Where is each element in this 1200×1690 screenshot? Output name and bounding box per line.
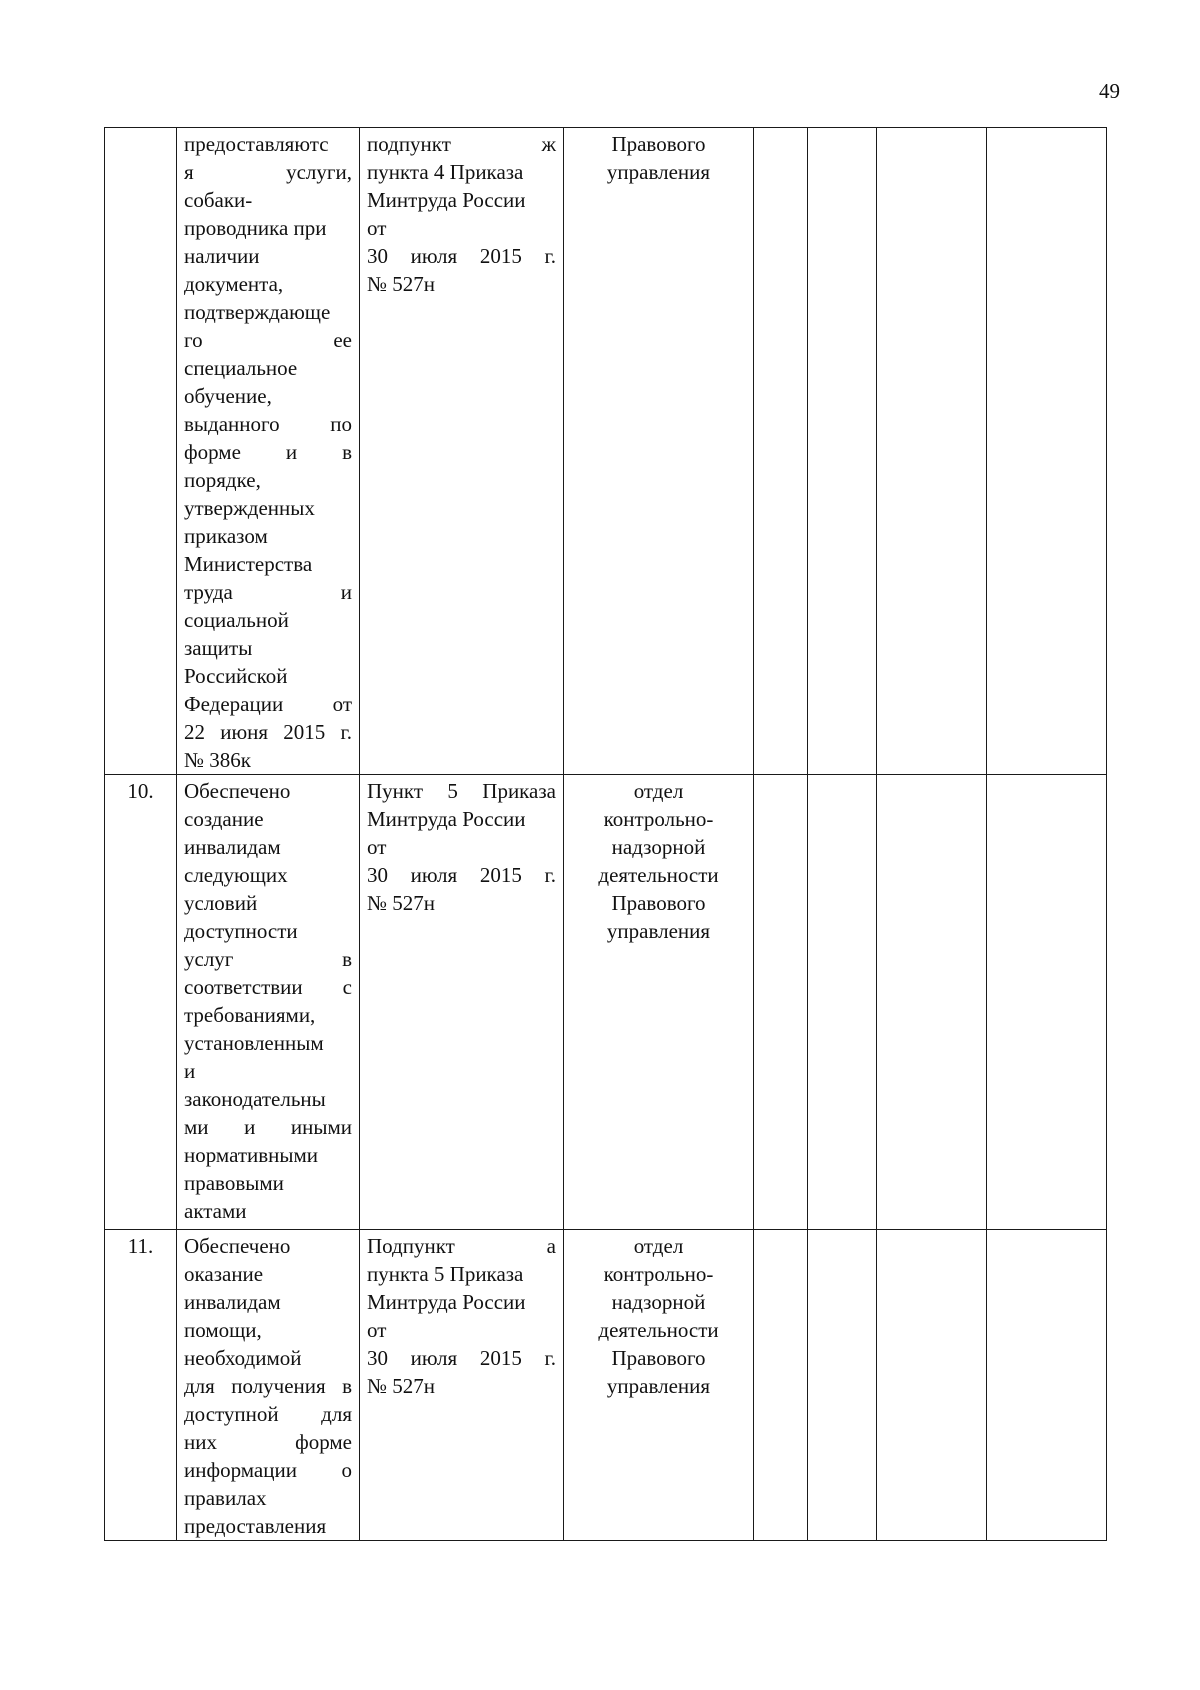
cell-text-line: требованиями, xyxy=(184,1003,316,1027)
cell-text-line: го ее xyxy=(184,328,352,352)
empty-cell xyxy=(754,128,808,775)
cell-text-line: наличии xyxy=(184,244,260,268)
cell-text-line: Пункт 5 Приказа xyxy=(367,779,556,803)
cell-text-line: № 527н xyxy=(367,1374,436,1398)
cell-text-line: пункта 5 Приказа xyxy=(367,1262,524,1286)
empty-cell xyxy=(754,1230,808,1541)
cell-text-line: Минтруда России xyxy=(367,807,526,831)
responsible-unit-cell xyxy=(564,128,754,775)
legal-basis-cell xyxy=(360,128,564,775)
cell-text-line: 30 июля 2015 г. xyxy=(367,1346,556,1370)
cell-text-line: форме и в xyxy=(184,440,352,464)
cell-text-line: проводника при xyxy=(184,216,327,240)
cell-text-line: помощи, xyxy=(184,1318,262,1342)
cell-text-line: надзорной xyxy=(611,1290,706,1314)
cell-text-line: № 386к xyxy=(184,748,251,772)
cell-text-line: 22 июня 2015 г. xyxy=(184,720,352,744)
cell-text-line: социальной xyxy=(184,608,289,632)
cell-text-line: Обеспечено xyxy=(184,779,291,803)
cell-text-line: управления xyxy=(606,1374,711,1398)
cell-text-line: контрольно- xyxy=(603,807,714,831)
cell-text-line: подтверждающе xyxy=(184,300,331,324)
cell-text-line: правовыми xyxy=(184,1171,284,1195)
cell-text-line: отдел xyxy=(633,1234,684,1258)
empty-cell xyxy=(987,128,1107,775)
checklist-table-wrapper xyxy=(104,127,1106,1541)
cell-text-line: защиты xyxy=(184,636,253,660)
cell-text-line: Федерации от xyxy=(184,692,352,716)
cell-text-line: Правового xyxy=(611,1346,706,1370)
cell-text-line: я услуги, xyxy=(184,160,352,184)
empty-cell xyxy=(808,128,877,775)
cell-text-line: Минтруда России xyxy=(367,188,526,212)
cell-text-line: утвержденных xyxy=(184,496,315,520)
requirement-cell xyxy=(177,128,360,775)
cell-text-line: подпункт ж xyxy=(367,132,556,156)
empty-cell xyxy=(754,775,808,1230)
cell-text-line: услуг в xyxy=(184,947,352,971)
cell-text-line: контрольно- xyxy=(603,1262,714,1286)
cell-text-line: труда и xyxy=(184,580,352,604)
cell-text-line: инвалидам xyxy=(184,835,281,859)
cell-text-line: надзорной xyxy=(611,835,706,859)
cell-text-line: деятельности xyxy=(598,1318,719,1342)
cell-text-line: обучение, xyxy=(184,384,272,408)
empty-cell xyxy=(987,1230,1107,1541)
table-row xyxy=(105,128,1107,775)
cell-text-line: Правового xyxy=(611,132,706,156)
empty-cell xyxy=(808,775,877,1230)
legal-basis-cell xyxy=(360,1230,564,1541)
row-number-cell: 11. xyxy=(105,1230,177,1541)
cell-text-line: нормативными xyxy=(184,1143,319,1167)
cell-text-line: актами xyxy=(184,1199,247,1223)
cell-text-line: для получения в xyxy=(184,1374,352,1398)
legal-basis-cell xyxy=(360,775,564,1230)
cell-text-line: установленным xyxy=(184,1031,324,1055)
cell-text-line: специальное xyxy=(184,356,298,380)
row-number-cell xyxy=(105,128,177,775)
empty-cell xyxy=(877,775,987,1230)
cell-text-line: от xyxy=(367,1318,387,1342)
cell-text-line: приказом xyxy=(184,524,268,548)
cell-text-line: собаки- xyxy=(184,188,253,212)
cell-text-line: них форме xyxy=(184,1430,352,1454)
cell-text-line: Подпункт а xyxy=(367,1234,556,1258)
cell-text-line: законодательны xyxy=(184,1087,326,1111)
cell-text-line: предоставляютс xyxy=(184,132,329,156)
cell-text-line: № 527н xyxy=(367,272,436,296)
cell-text-line: инвалидам xyxy=(184,1290,281,1314)
cell-text-line: соответствии с xyxy=(184,975,352,999)
cell-text-line: оказание xyxy=(184,1262,264,1286)
responsible-unit-cell xyxy=(564,775,754,1230)
cell-text-line: условий xyxy=(184,891,258,915)
cell-text-line: доступности xyxy=(184,919,298,943)
cell-text-line: необходимой xyxy=(184,1346,302,1370)
cell-text-line: Минтруда России xyxy=(367,1290,526,1314)
checklist-table xyxy=(104,127,1107,1541)
cell-text-line: от xyxy=(367,216,387,240)
empty-cell xyxy=(987,775,1107,1230)
requirement-cell xyxy=(177,775,360,1230)
cell-text-line: Российской xyxy=(184,664,288,688)
cell-text-line: 30 июля 2015 г. xyxy=(367,244,556,268)
cell-text-line: выданного по xyxy=(184,412,352,436)
cell-text-line: создание xyxy=(184,807,264,831)
responsible-unit-cell xyxy=(564,1230,754,1541)
cell-text-line: порядке, xyxy=(184,468,261,492)
cell-text-line: следующих xyxy=(184,863,288,887)
cell-text-line: 30 июля 2015 г. xyxy=(367,863,556,887)
page-number: 49 xyxy=(1099,79,1120,103)
cell-text-line: предоставления xyxy=(184,1514,327,1538)
cell-text-line: правилах xyxy=(184,1486,267,1510)
row-number-cell: 10. xyxy=(105,775,177,1230)
cell-text-line: от xyxy=(367,835,387,859)
cell-text-line: управления xyxy=(606,160,711,184)
cell-text-line: отдел xyxy=(633,779,684,803)
cell-text-line: пункта 4 Приказа xyxy=(367,160,524,184)
requirement-cell xyxy=(177,1230,360,1541)
cell-text-line: и xyxy=(184,1059,196,1083)
empty-cell xyxy=(877,1230,987,1541)
empty-cell xyxy=(877,128,987,775)
cell-text-line: Правового xyxy=(611,891,706,915)
cell-text-line: Министерства xyxy=(184,552,313,576)
empty-cell xyxy=(808,1230,877,1541)
cell-text-line: деятельности xyxy=(598,863,719,887)
table-row xyxy=(105,775,1107,1230)
cell-text-line: документа, xyxy=(184,272,284,296)
cell-text-line: Обеспечено xyxy=(184,1234,291,1258)
cell-text-line: информации о xyxy=(184,1458,352,1482)
cell-text-line: доступной для xyxy=(184,1402,352,1426)
cell-text-line: управления xyxy=(606,919,711,943)
cell-text-line: ми и иными xyxy=(184,1115,352,1139)
table-row xyxy=(105,1230,1107,1541)
cell-text-line: № 527н xyxy=(367,891,436,915)
